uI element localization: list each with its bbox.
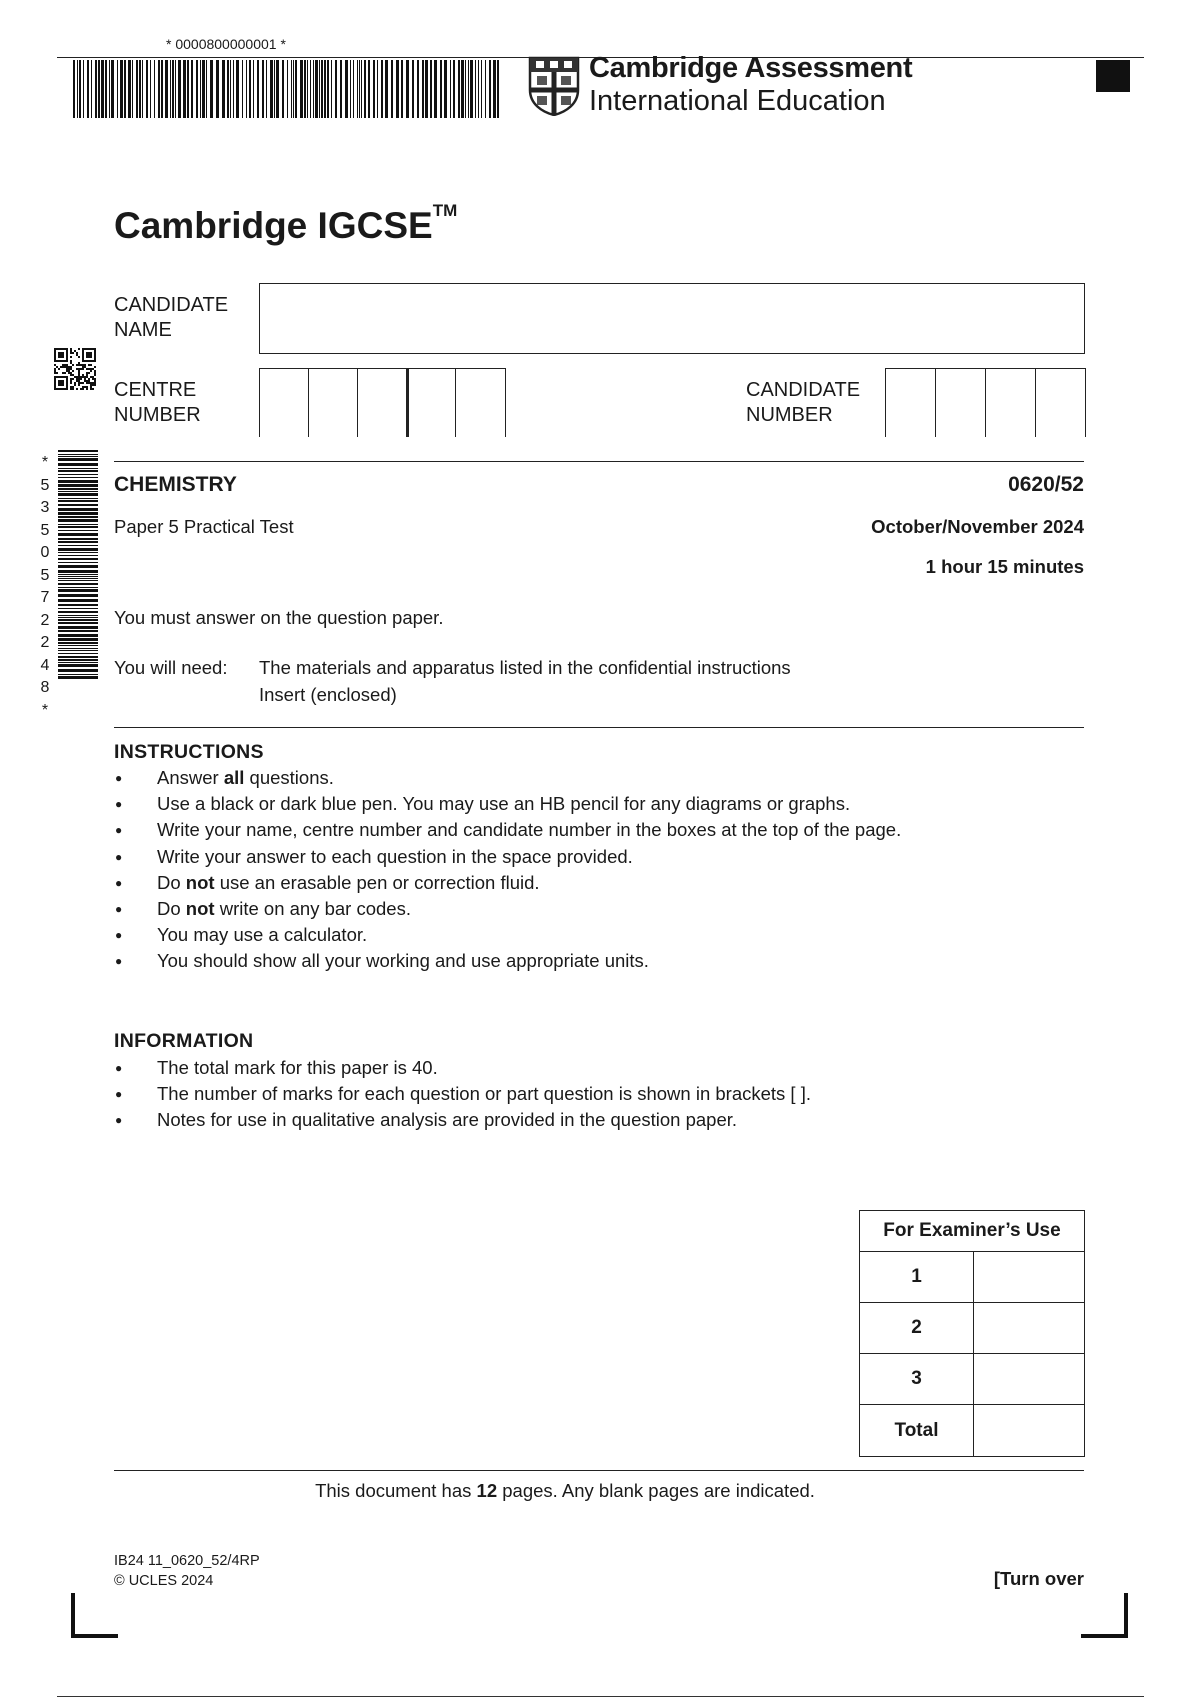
side-barcode-number: * 5 3 5 0 5 7 2 2 4 8 *	[40, 454, 50, 719]
barcode-number: * 0000800000001 *	[166, 36, 286, 52]
examiner-table-heading: For Examiner’s Use	[860, 1211, 1085, 1252]
answer-note: You must answer on the question paper.	[114, 607, 444, 628]
instruction-item: ● Do not write on any bar codes.	[114, 896, 1074, 922]
candidate-number-label: CANDIDATE NUMBER	[746, 379, 861, 426]
candidate-name-label: CANDIDATE NAME	[114, 294, 229, 341]
candidate-digit-box[interactable]	[985, 368, 1036, 437]
turn-over-note: [Turn over	[993, 1568, 1084, 1589]
page-count-note: This document has 12 pages. Any blank pages are indicated.	[315, 1480, 815, 1501]
information-list	[114, 1055, 1074, 1134]
subject-title: CHEMISTRY	[114, 473, 237, 496]
examiner-mark-cell	[974, 1405, 1085, 1457]
information-item: ● The number of marks for each question or part question is shown in brackets [ ].	[114, 1081, 1074, 1107]
corner-mark-icon	[1081, 1593, 1128, 1638]
instruction-item: ● Answer all questions.	[114, 765, 1074, 791]
exam-session: October/November 2024	[871, 516, 1084, 537]
candidate-digit-box[interactable]	[1035, 368, 1086, 437]
candidate-name-field[interactable]	[259, 283, 1085, 354]
barcode-top	[73, 60, 500, 118]
divider	[114, 1470, 1084, 1471]
examiner-use-table	[859, 1210, 1085, 1457]
instruction-item: ● You may use a calculator.	[114, 922, 1074, 948]
examiner-mark-cell	[974, 1252, 1085, 1303]
instructions-heading: INSTRUCTIONS	[114, 741, 264, 763]
information-item: ● The total mark for this paper is 40.	[114, 1055, 1074, 1081]
divider	[114, 727, 1084, 728]
instruction-item: ● Write your name, centre number and candidate number in the boxes at the top of the page.	[114, 817, 1074, 843]
trademark-mark: TM	[432, 201, 458, 220]
registration-mark	[1096, 60, 1130, 92]
centre-number-label: CENTRE NUMBER	[114, 379, 201, 426]
footer-ref	[114, 1551, 260, 1591]
paper-name: Paper 5 Practical Test	[114, 516, 294, 537]
centre-digit-box[interactable]	[259, 368, 309, 437]
instruction-item: ● Do not use an erasable pen or correction fluid.	[114, 870, 1074, 896]
examiner-row-label: 2	[860, 1303, 974, 1354]
corner-mark-icon	[71, 1593, 118, 1638]
side-barcode	[58, 450, 98, 680]
examiner-mark-cell	[974, 1303, 1085, 1354]
need-label: You will need:	[114, 657, 228, 678]
instruction-item: ● Use a black or dark blue pen. You may use an HB pencil for any diagrams or graphs.	[114, 791, 1074, 817]
instruction-item: ● You should show all your working and use appropriate units.	[114, 948, 1074, 974]
centre-digit-box[interactable]	[406, 368, 458, 437]
divider	[114, 461, 1084, 462]
logo-line1: Cambridge Assessment	[589, 52, 913, 84]
centre-digit-box[interactable]	[308, 368, 358, 437]
exam-duration: 1 hour 15 minutes	[925, 556, 1084, 577]
page-title: Cambridge IGCSE™	[114, 201, 458, 246]
instruction-item: ● Write your answer to each question in the space provided.	[114, 844, 1074, 870]
examiner-row-label: 1	[860, 1252, 974, 1303]
information-heading: INFORMATION	[114, 1030, 254, 1052]
qr-code-icon	[54, 348, 96, 390]
candidate-digit-box[interactable]	[885, 368, 936, 437]
candidate-digit-box[interactable]	[935, 368, 986, 437]
copyright: © UCLES 2024	[114, 1573, 214, 1589]
logo-line2: International Education	[589, 85, 886, 117]
cambridge-crest-icon	[528, 56, 580, 116]
centre-digit-box[interactable]	[455, 368, 506, 437]
examiner-mark-cell	[974, 1354, 1085, 1405]
examiner-row-label: Total	[860, 1405, 974, 1457]
information-item: ● Notes for use in qualitative analysis are provided in the question paper.	[114, 1107, 1074, 1133]
reference-code: IB24 11_0620_52/4RP	[114, 1553, 260, 1569]
centre-digit-box[interactable]	[357, 368, 407, 437]
need-item: Insert (enclosed)	[259, 684, 397, 705]
paper-code: 0620/52	[1008, 473, 1084, 496]
examiner-row-label: 3	[860, 1354, 974, 1405]
need-item: The materials and apparatus listed in the confidential instructions	[259, 657, 791, 678]
bottom-rule	[57, 1696, 1144, 1697]
instructions-list	[114, 765, 1074, 975]
